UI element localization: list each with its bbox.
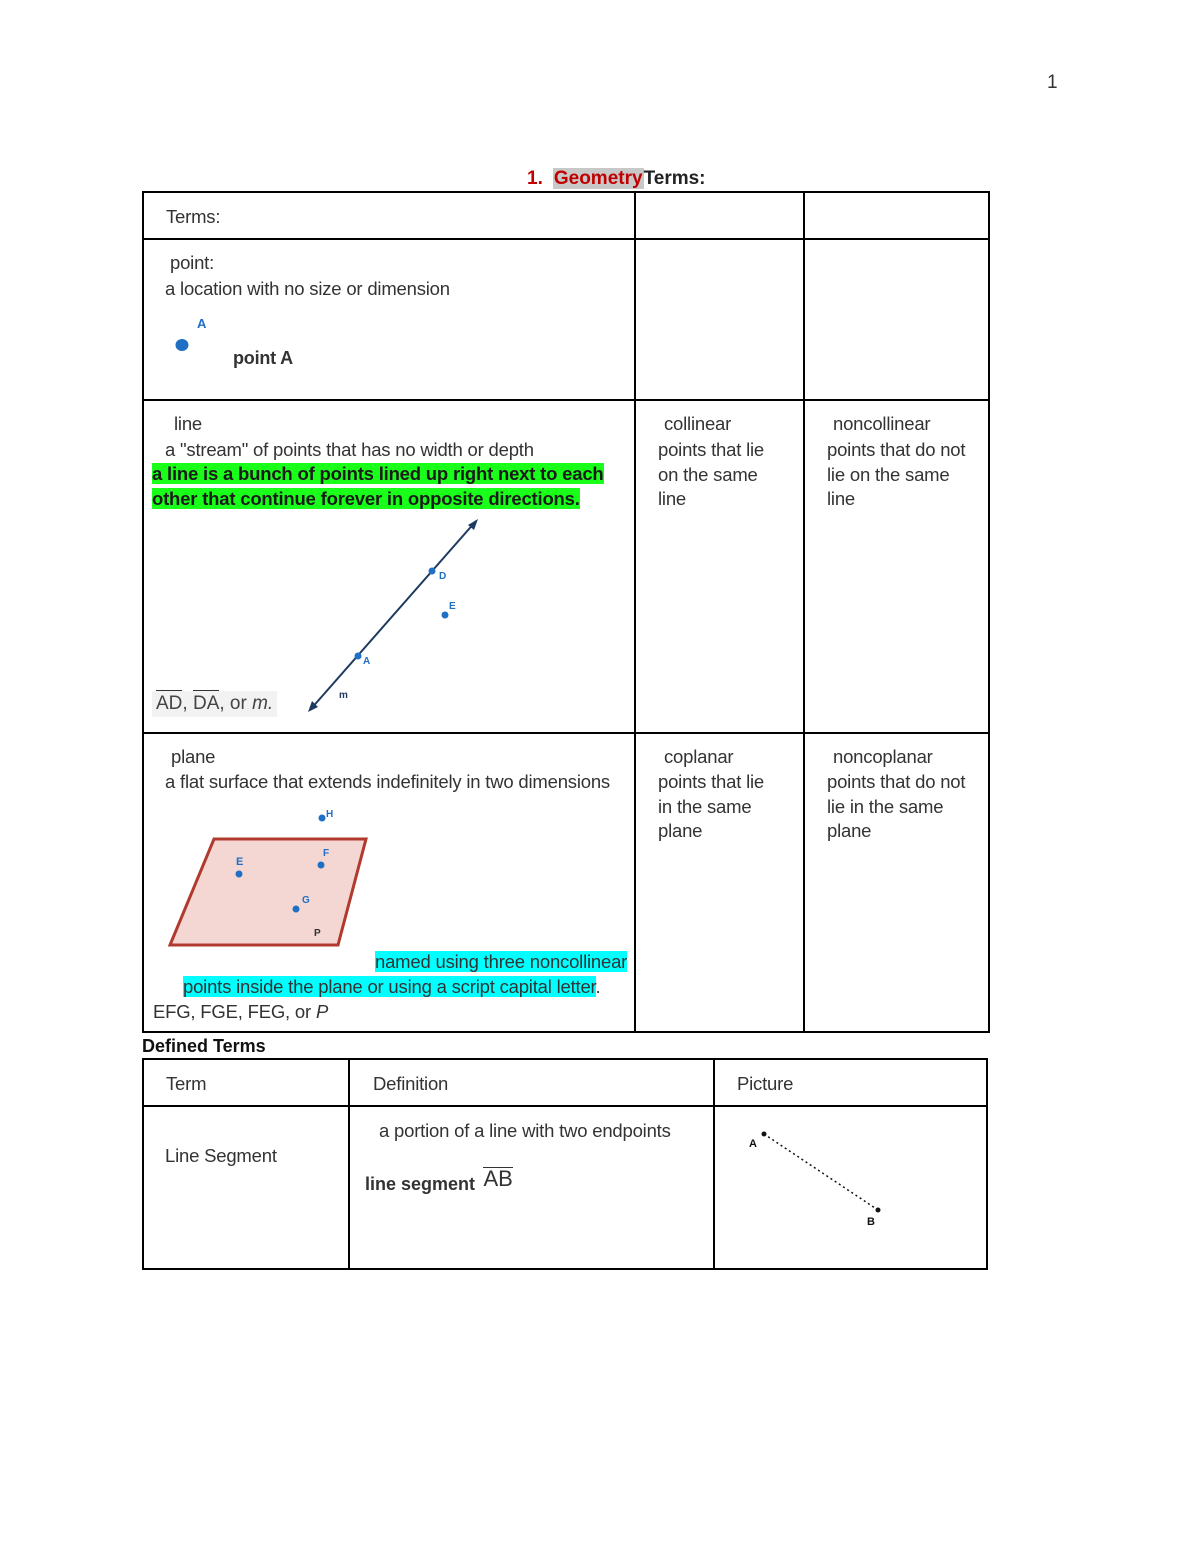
point-e-label: E (236, 856, 244, 868)
point-a-dot (176, 339, 189, 351)
point-a-label: A (197, 316, 207, 331)
plane-highlight-2: points inside the plane or using a script capital letter. (183, 976, 601, 997)
point-b-dot (876, 1208, 881, 1213)
line-term: line (174, 413, 202, 434)
point-term: point: (170, 252, 215, 273)
segment-definition: a portion of a line with two endpoints (379, 1120, 671, 1141)
point-definition: a location with no size or dimension (165, 278, 450, 299)
heading-geometry: Geometry (553, 168, 643, 189)
point-b-label: B (867, 1216, 875, 1228)
segment-term: Line Segment (165, 1145, 277, 1166)
point-a-label: A (749, 1138, 757, 1150)
page-number: 1 (1047, 72, 1058, 93)
point-a-dot (762, 1132, 767, 1137)
heading-terms: Terms: (643, 168, 706, 189)
coplanar-definition: points that lie in the same plane (658, 771, 765, 841)
header-term: Term (166, 1073, 207, 1094)
header-picture: Picture (737, 1073, 794, 1094)
noncollinear-term: noncollinear (833, 413, 931, 434)
noncoplanar-term: noncoplanar (833, 746, 933, 767)
section-heading (527, 168, 706, 190)
plane-shape (170, 839, 366, 945)
line-notation: AD, DA, or m. (152, 691, 277, 717)
point-g-dot (293, 906, 300, 913)
noncollinear-definition: points that do not lie on the same line (827, 439, 966, 509)
plane-term: plane (171, 746, 216, 767)
point-a-label: A (363, 656, 371, 667)
point-d-label: D (439, 571, 447, 582)
heading-number: 1. (527, 168, 543, 189)
point-h-dot (319, 815, 326, 822)
point-f-label: F (323, 848, 330, 859)
line-highlight-1: a line is a bunch of points lined up right next to each (152, 463, 604, 484)
defined-terms-title: Defined Terms (142, 1036, 266, 1056)
line-highlight-2: other that continue forever in opposite directions. (152, 488, 580, 509)
point-a-dot (355, 653, 362, 660)
collinear-term: collinear (664, 413, 732, 434)
line-m-label: m (339, 690, 348, 701)
segment-notation: line segment AB (365, 1166, 513, 1194)
point-e-dot (442, 612, 449, 619)
header-definition: Definition (373, 1073, 449, 1094)
plane-highlight-1: named using three noncollinear (375, 951, 628, 972)
segment-diagram (744, 1126, 904, 1236)
point-p-label: P (314, 928, 321, 939)
segment-ab (764, 1134, 878, 1210)
collinear-definition: points that lie on the same line (658, 439, 765, 509)
point-h-label: H (326, 809, 334, 820)
point-caption: point A (233, 348, 293, 368)
coplanar-term: coplanar (664, 746, 734, 767)
point-g-label: G (302, 895, 310, 906)
point-e-dot (236, 871, 243, 878)
line-m (310, 521, 476, 710)
point-e-label: E (449, 601, 456, 612)
noncoplanar-definition: points that do not lie in the same plane (827, 771, 966, 841)
line-diagram (294, 503, 494, 718)
defined-terms-table (142, 1058, 988, 1270)
plane-definition: a flat surface that extends indefinitely in two dimensions (165, 771, 610, 792)
terms-header: Terms: (166, 206, 221, 227)
plane-diagram (164, 799, 374, 949)
point-d-dot (429, 568, 436, 575)
plane-naming: EFG, FGE, FEG, or P (153, 1001, 329, 1022)
terms-table (142, 191, 990, 1033)
point-f-dot (318, 862, 325, 869)
line-definition: a "stream" of points that has no width or depth (165, 439, 534, 460)
